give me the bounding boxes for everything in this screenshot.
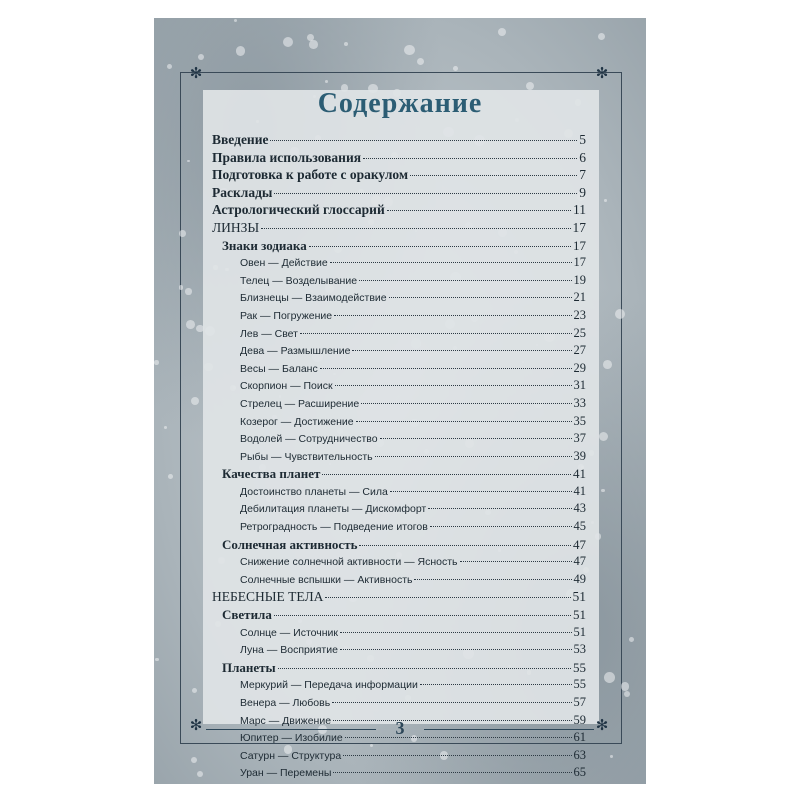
dot-leader <box>334 315 571 316</box>
texture-speck <box>236 46 245 55</box>
toc-entry-label: Качества планет <box>222 466 321 482</box>
toc-entry-page: 41 <box>573 483 586 498</box>
toc-entry[interactable] <box>212 343 586 361</box>
toc-entry-page: 33 <box>573 395 586 410</box>
texture-speck <box>601 489 604 492</box>
toc-entry-page: 55 <box>573 677 586 692</box>
toc-entry-page: 6 <box>579 149 586 165</box>
toc-entry[interactable] <box>212 765 586 783</box>
toc-entry[interactable] <box>212 466 586 484</box>
toc-entry-page: 63 <box>573 747 586 762</box>
dot-leader <box>320 368 572 369</box>
dot-leader <box>390 491 572 492</box>
toc-entry-page: 11 <box>573 202 586 218</box>
toc-entry-page: 51 <box>572 589 586 605</box>
toc-entry-page: 29 <box>573 360 586 375</box>
toc-entry[interactable] <box>212 150 586 168</box>
toc-entry-label: Правила использования <box>212 149 362 165</box>
top-right-ornament-icon: ✻ <box>595 64 609 82</box>
toc-entry-label: НЕБЕСНЫЕ ТЕЛА <box>212 589 324 605</box>
toc-entry[interactable] <box>212 537 586 555</box>
toc-entry-label: Снижение солнечной активности — Ясность <box>240 556 458 569</box>
dot-leader <box>361 403 571 404</box>
toc-entry-page: 17 <box>573 237 586 253</box>
toc-entry[interactable] <box>212 519 586 537</box>
toc-entry-label: Солнечные вспышки — Активность <box>240 573 413 586</box>
toc-entry-page: 51 <box>573 607 586 623</box>
toc-entry[interactable] <box>212 414 586 432</box>
toc-entry[interactable] <box>212 255 586 273</box>
toc-entry-page: 43 <box>573 501 586 516</box>
page-number: 3 <box>395 718 405 738</box>
texture-speck <box>167 64 172 69</box>
toc-entry-label: Расклады <box>212 184 273 200</box>
toc-entry-label: Овен — Действие <box>240 257 328 270</box>
toc-entry-label: Сатурн — Структура <box>240 749 342 762</box>
dot-leader <box>375 456 572 457</box>
toc-entry[interactable] <box>212 185 586 203</box>
toc-entry-label: Телец — Возделывание <box>240 274 358 287</box>
table-of-contents <box>212 132 586 783</box>
texture-speck <box>168 474 173 479</box>
toc-entry[interactable] <box>212 589 586 607</box>
texture-speck <box>309 40 318 49</box>
toc-entry-label: Дебилитация планеты — Дискомфорт <box>240 503 427 516</box>
toc-entry-page: 45 <box>573 519 586 534</box>
toc-entry[interactable] <box>212 572 586 590</box>
toc-entry[interactable] <box>212 677 586 695</box>
texture-speck <box>604 199 607 202</box>
toc-entry-label: Скорпион — Поиск <box>240 380 333 393</box>
toc-entry[interactable] <box>212 132 586 150</box>
toc-entry[interactable] <box>212 642 586 660</box>
texture-speck <box>283 37 293 47</box>
dot-leader <box>300 333 572 334</box>
texture-speck <box>599 432 608 441</box>
toc-entry-page: 21 <box>573 290 586 305</box>
dot-leader <box>359 545 571 546</box>
texture-speck <box>615 309 625 319</box>
texture-speck <box>344 42 348 46</box>
dot-leader <box>340 649 572 650</box>
toc-entry-page: 59 <box>573 712 586 727</box>
toc-entry[interactable] <box>212 326 586 344</box>
dot-leader <box>335 385 572 386</box>
texture-speck <box>621 682 629 690</box>
toc-entry[interactable] <box>212 660 586 678</box>
toc-entry-page: 47 <box>573 554 586 569</box>
toc-entry[interactable] <box>212 501 586 519</box>
toc-entry-label: Ретроградность — Подведение итогов <box>240 521 428 534</box>
toc-entry-page: 17 <box>573 255 586 270</box>
toc-entry-label: Достоинство планеты — Сила <box>240 485 388 498</box>
toc-entry-page: 57 <box>573 695 586 709</box>
texture-speck <box>155 658 159 662</box>
dot-leader <box>420 684 572 685</box>
toc-entry[interactable] <box>212 378 586 396</box>
texture-speck <box>598 33 605 40</box>
toc-entry-label: Близнецы — Взаимодействие <box>240 292 387 305</box>
toc-entry-page: 25 <box>573 325 586 340</box>
texture-speck <box>453 66 458 71</box>
dot-leader <box>389 297 572 298</box>
toc-entry-label: Знаки зодиака <box>222 237 307 253</box>
texture-speck <box>234 19 237 22</box>
texture-speck <box>624 691 630 697</box>
toc-entry-label: Дева — Размышление <box>240 345 351 358</box>
toc-entry[interactable] <box>212 290 586 308</box>
dot-leader <box>380 438 572 439</box>
toc-entry[interactable] <box>212 431 586 449</box>
dot-leader <box>261 228 570 229</box>
toc-entry-page: 37 <box>573 431 586 446</box>
toc-entry-page: 17 <box>572 219 586 235</box>
toc-entry-page: 49 <box>573 571 586 586</box>
toc-entry-label: Весы — Баланс <box>240 362 318 375</box>
toc-entry-page: 41 <box>573 466 586 482</box>
texture-speck <box>198 54 204 60</box>
dot-leader <box>428 508 571 509</box>
texture-speck <box>498 28 506 36</box>
toc-entry-label: Введение <box>212 132 269 147</box>
dot-leader <box>274 615 571 616</box>
texture-speck <box>610 755 612 757</box>
toc-entry-label: ЛИНЗЫ <box>212 219 260 235</box>
toc-entry-page: 5 <box>579 132 586 147</box>
toc-entry[interactable] <box>212 202 586 220</box>
toc-entry[interactable] <box>212 625 586 643</box>
toc-entry-label: Марс — Движение <box>240 714 332 727</box>
dot-leader <box>309 246 571 247</box>
toc-entry-page: 51 <box>573 624 586 639</box>
toc-entry[interactable] <box>212 554 586 572</box>
texture-speck <box>154 360 159 365</box>
toc-entry-label: Солнечная активность <box>222 536 358 552</box>
toc-entry-page: 7 <box>579 167 586 183</box>
toc-entry[interactable] <box>212 695 586 713</box>
dot-leader <box>330 262 572 263</box>
toc-entry-page: 31 <box>573 378 586 393</box>
toc-entry-label: Стрелец — Расширение <box>240 397 360 410</box>
toc-entry-page: 61 <box>573 730 586 745</box>
dot-leader <box>278 668 571 669</box>
texture-speck <box>603 360 612 369</box>
texture-speck <box>417 58 425 66</box>
toc-entry-label: Планеты <box>222 659 276 675</box>
toc-entry-label: Козерог — Достижение <box>240 415 354 428</box>
texture-speck <box>192 688 197 693</box>
texture-speck <box>164 426 167 429</box>
toc-entry-label: Уран — Перемены <box>240 767 332 780</box>
dot-leader <box>410 175 577 176</box>
dot-leader <box>325 597 570 598</box>
texture-speck <box>404 45 415 56</box>
bottom-left-ornament-icon: ✻ <box>189 716 203 734</box>
toc-entry-label: Венера — Любовь <box>240 697 331 709</box>
dot-leader <box>352 350 571 351</box>
bottom-right-ornament-icon: ✻ <box>595 716 609 734</box>
dot-leader <box>460 561 572 562</box>
toc-entry[interactable] <box>212 748 586 766</box>
toc-entry[interactable] <box>212 449 586 467</box>
dot-leader <box>387 210 571 211</box>
toc-entry[interactable] <box>212 607 586 625</box>
dot-leader <box>363 158 577 159</box>
dot-leader <box>356 421 572 422</box>
dot-leader <box>359 280 571 281</box>
toc-entry[interactable] <box>212 396 586 414</box>
toc-entry-label: Меркурий — Передача информации <box>240 679 418 692</box>
footer-rule-right <box>424 729 594 730</box>
toc-entry-page: 19 <box>573 272 586 287</box>
texture-speck <box>629 637 634 642</box>
toc-entry-label: Лев — Свет <box>240 327 298 340</box>
texture-speck <box>185 288 191 294</box>
dot-leader <box>340 632 571 633</box>
toc-entry[interactable] <box>212 484 586 502</box>
texture-speck <box>197 771 203 777</box>
dot-leader <box>332 702 571 703</box>
toc-entry[interactable] <box>212 308 586 326</box>
toc-entry-label: Рыбы — Чувствительность <box>240 450 373 463</box>
toc-entry[interactable] <box>212 167 586 185</box>
dot-leader <box>322 474 571 475</box>
dot-leader <box>274 193 577 194</box>
dot-leader <box>343 755 571 756</box>
texture-speck <box>179 285 183 289</box>
texture-speck <box>179 230 185 236</box>
toc-entry-page: 53 <box>573 642 586 657</box>
toc-entry-page: 65 <box>573 765 586 780</box>
dot-leader <box>430 526 572 527</box>
texture-speck <box>191 397 199 405</box>
page-footer <box>154 718 646 745</box>
toc-entry[interactable] <box>212 361 586 379</box>
toc-entry-label: Астрологический глоссарий <box>212 202 385 218</box>
toc-entry-label: Луна — Восприятие <box>240 644 338 657</box>
toc-entry-label: Солнце — Источник <box>240 626 339 639</box>
toc-entry-page: 55 <box>573 659 586 675</box>
page-title: Содержание <box>317 88 483 119</box>
dot-leader <box>414 579 571 580</box>
toc-entry-label: Подготовка к работе с оракулом <box>212 167 409 183</box>
toc-entry-page: 39 <box>573 448 586 463</box>
footer-rule-left <box>206 729 376 730</box>
toc-entry[interactable] <box>212 220 586 238</box>
dot-leader <box>270 140 577 141</box>
toc-entry-page: 23 <box>573 307 586 322</box>
toc-entry-label: Водолей — Сотрудничество <box>240 433 378 446</box>
toc-entry[interactable] <box>212 238 586 256</box>
texture-speck <box>604 672 615 683</box>
toc-entry-label: Юпитер — Изобилие <box>240 732 343 745</box>
toc-entry-page: 27 <box>573 343 586 358</box>
toc-entry-label: Светила <box>222 607 272 623</box>
texture-speck <box>191 757 197 763</box>
toc-entry-page: 35 <box>573 413 586 428</box>
toc-entry[interactable] <box>212 273 586 291</box>
toc-entry-page: 47 <box>573 536 586 552</box>
toc-entry-page: 9 <box>579 184 586 200</box>
top-left-ornament-icon: ✻ <box>189 64 203 82</box>
dot-leader <box>333 772 571 773</box>
toc-entry-label: Рак — Погружение <box>240 309 333 322</box>
